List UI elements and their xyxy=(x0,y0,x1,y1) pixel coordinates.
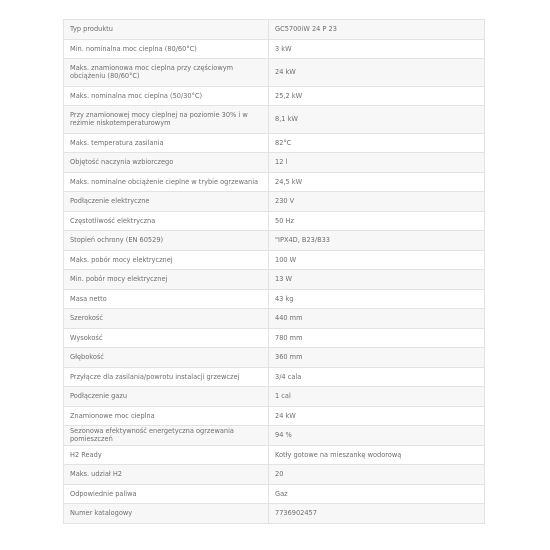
spec-label: Maks. temperatura zasilania xyxy=(64,133,269,153)
spec-label: Przy znamionowej mocy cieplnej na poziomie 30% i w reżimie niskotemperaturowym xyxy=(64,106,269,134)
spec-value: 24 kW xyxy=(269,406,485,426)
table-row xyxy=(64,348,485,368)
spec-label: Maks. nominalna moc cieplna (50/30°C) xyxy=(64,86,269,106)
table-row xyxy=(64,387,485,407)
spec-value: "IPX4D, B23/B33 xyxy=(269,231,485,251)
spec-label: Masa netto xyxy=(64,289,269,309)
table-row xyxy=(64,270,485,290)
table-row xyxy=(64,20,485,40)
table-row xyxy=(64,59,485,87)
table-row xyxy=(64,504,485,524)
table-row xyxy=(64,211,485,231)
table-row xyxy=(64,367,485,387)
spec-value: 25,2 kW xyxy=(269,86,485,106)
table-row xyxy=(64,289,485,309)
spec-label: H2 Ready xyxy=(64,445,269,465)
spec-label: Min. nominalna moc cieplna (80/60°C) xyxy=(64,39,269,59)
spec-value: 3 kW xyxy=(269,39,485,59)
table-row xyxy=(64,106,485,134)
spec-value: 7736902457 xyxy=(269,504,485,524)
spec-value: 100 W xyxy=(269,250,485,270)
spec-label: Wysokość xyxy=(64,328,269,348)
table-row xyxy=(64,39,485,59)
spec-label: Częstotliwość elektryczna xyxy=(64,211,269,231)
spec-label: Maks. pobór mocy elektrycznej xyxy=(64,250,269,270)
table-row xyxy=(64,231,485,251)
spec-label: Maks. udział H2 xyxy=(64,465,269,485)
table-row xyxy=(64,465,485,485)
table-row xyxy=(64,153,485,173)
table-row xyxy=(64,172,485,192)
spec-label: Numer katalogowy xyxy=(64,504,269,524)
spec-label: Podłączenie gazu xyxy=(64,387,269,407)
spec-label: Typ produktu xyxy=(64,20,269,40)
table-row xyxy=(64,484,485,504)
table-row xyxy=(64,406,485,426)
spec-label: Maks. nominalne obciążenie cieplne w trybie ogrzewania xyxy=(64,172,269,192)
table-row xyxy=(64,133,485,153)
spec-label: Maks. znamionowa moc cieplna przy częściowym obciążeniu (80/60°C) xyxy=(64,59,269,87)
spec-value: 12 l xyxy=(269,153,485,173)
spec-value: 780 mm xyxy=(269,328,485,348)
spec-value: 82°C xyxy=(269,133,485,153)
table-row xyxy=(64,426,485,446)
table-row xyxy=(64,250,485,270)
spec-label: Znamionowe moc cieplna xyxy=(64,406,269,426)
spec-label: Odpowiednie paliwa xyxy=(64,484,269,504)
spec-label: Stopień ochrony (EN 60529) xyxy=(64,231,269,251)
spec-value: 94 % xyxy=(269,426,485,446)
spec-label: Podłączenie elektryczne xyxy=(64,192,269,212)
product-spec-table xyxy=(63,19,485,524)
spec-value: Gaz xyxy=(269,484,485,504)
table-row xyxy=(64,445,485,465)
table-row xyxy=(64,86,485,106)
spec-value: 24,5 kW xyxy=(269,172,485,192)
spec-label: Szerokość xyxy=(64,309,269,329)
spec-value: 3/4 cala xyxy=(269,367,485,387)
table-row xyxy=(64,192,485,212)
spec-value: 440 mm xyxy=(269,309,485,329)
spec-value: 1 cal xyxy=(269,387,485,407)
spec-value: GC5700iW 24 P 23 xyxy=(269,20,485,40)
spec-label: Głębokość xyxy=(64,348,269,368)
spec-value: 360 mm xyxy=(269,348,485,368)
spec-value: 230 V xyxy=(269,192,485,212)
spec-label: Przyłącze dla zasilania/powrotu instalacji grzewczej xyxy=(64,367,269,387)
spec-value: 20 xyxy=(269,465,485,485)
spec-value: 50 Hz xyxy=(269,211,485,231)
spec-label: Objętość naczynia wzbiorczego xyxy=(64,153,269,173)
spec-value: 13 W xyxy=(269,270,485,290)
spec-value: 43 kg xyxy=(269,289,485,309)
spec-value: 24 kW xyxy=(269,59,485,87)
spec-value: 8,1 kW xyxy=(269,106,485,134)
spec-value: Kotły gotowe na mieszankę wodorową xyxy=(269,445,485,465)
table-row xyxy=(64,328,485,348)
spec-label: Sezonowa efektywność energetyczna ogrzewania pomieszczeń xyxy=(64,426,269,446)
table-row xyxy=(64,309,485,329)
spec-label: Min. pobór mocy elektrycznej xyxy=(64,270,269,290)
